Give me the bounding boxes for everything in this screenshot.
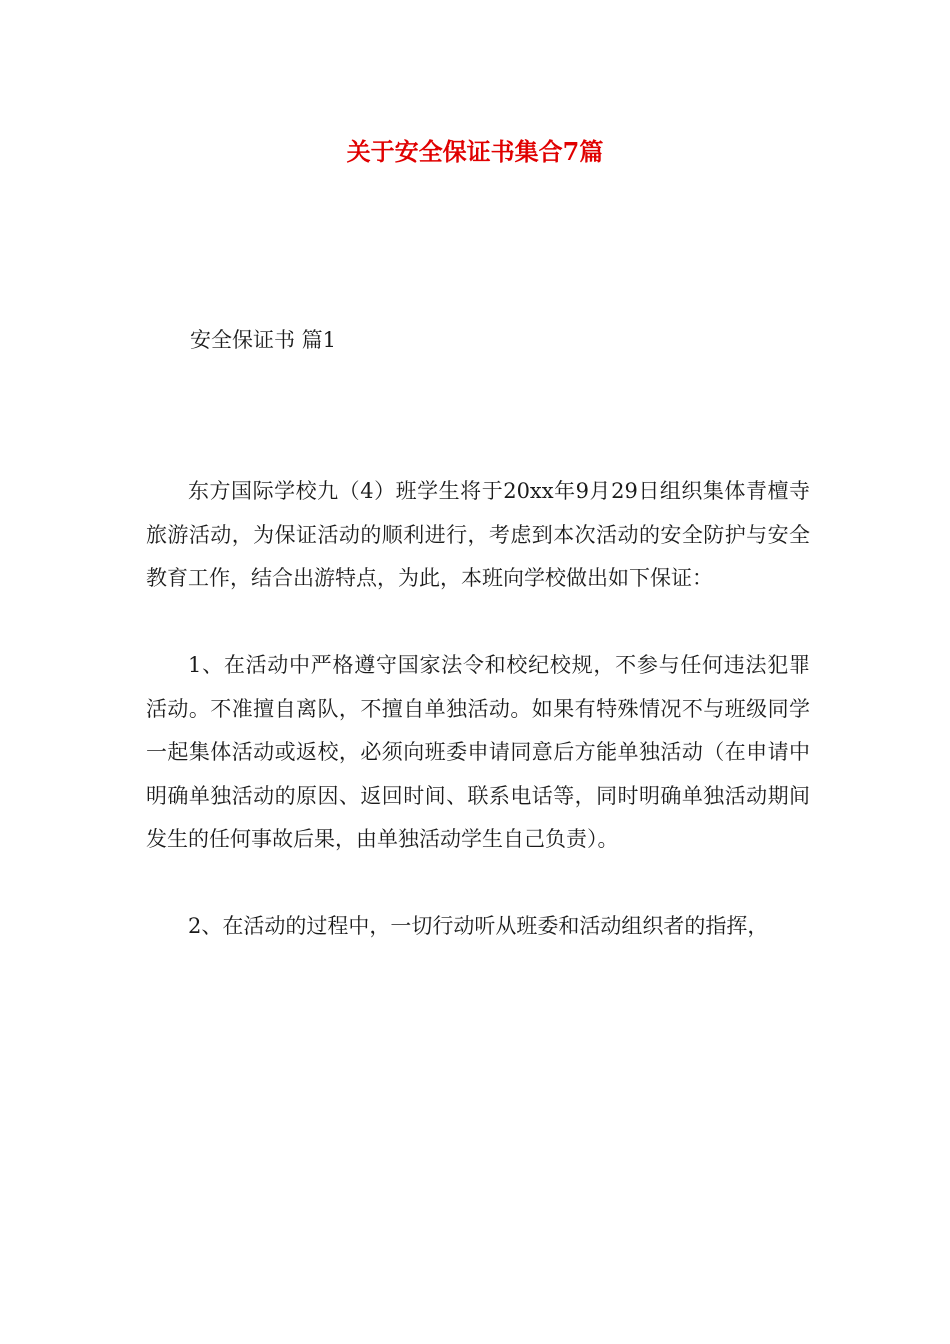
paragraph-item-1: 1、在活动中严格遵守国家法令和校纪校规，不参与任何违法犯罪活动。不准擅自离队，不擅自单独活动。如果有特殊情况不与班级同学一起集体活动或返校，必须向班委申请同意后方能单独活动（在申请中明确单独活动的原因、返回时间、联系电话等，同时明确单独活动期间发生的任何事故后果，由单独活动学生自己负责）。 (146, 653, 810, 851)
document-body (146, 470, 810, 949)
document-title: 关于安全保证书集合7篇 (346, 137, 604, 166)
section-heading: 安全保证书 篇1 (190, 328, 337, 352)
paragraph-item-2: 2、在活动的过程中，一切行动听从班委和活动组织者的指挥， (188, 914, 769, 938)
paragraph-intro: 东方国际学校九（4）班学生将于20xx年9月29日组织集体青檀寺旅游活动，为保证活动的顺利进行，考虑到本次活动的安全防护与安全教育工作，结合出游特点，为此，本班向学校做出如下保证： (146, 479, 810, 590)
